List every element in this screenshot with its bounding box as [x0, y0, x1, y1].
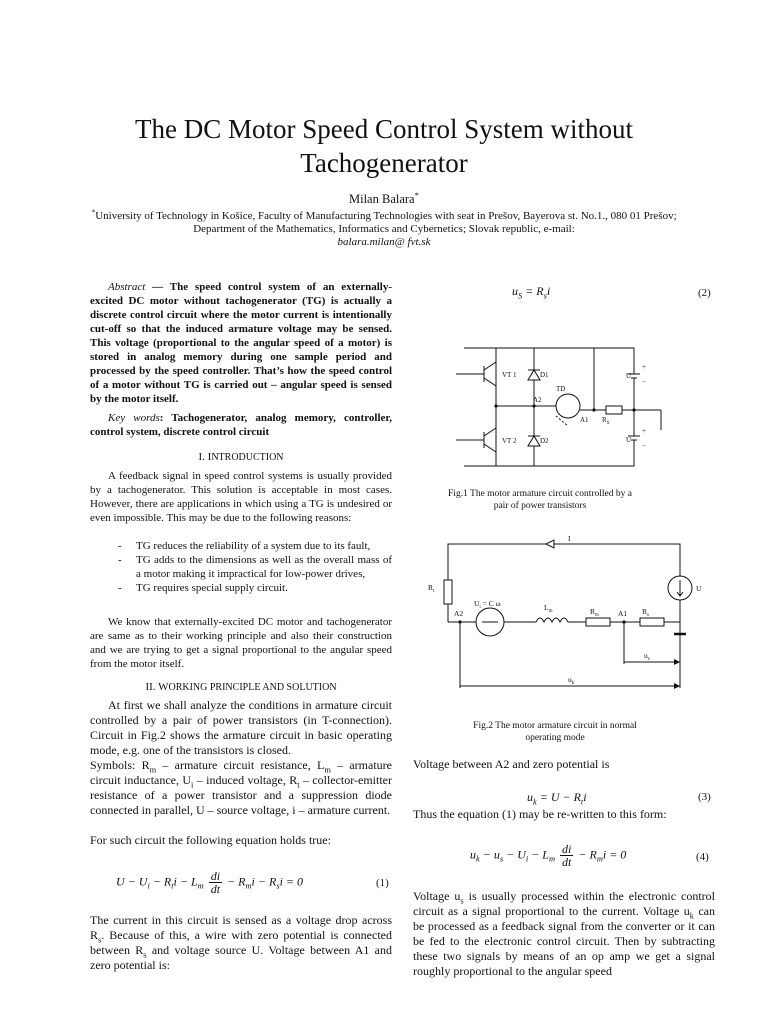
eq-part: i: [583, 790, 587, 804]
equation-4-label: (4): [696, 851, 709, 863]
eq-sub: t: [580, 797, 584, 807]
fig2-label-uk: [568, 675, 575, 686]
fraction-denominator: dt: [210, 882, 221, 896]
section-title-rest: NTRODUCTION: [211, 452, 284, 463]
eq-part: i − L: [173, 874, 198, 889]
list-item: - TG adds to the dimensions as well as the overall mass of a motor making it impractical for low-power drives,: [90, 553, 392, 581]
fraction-numerator: di: [562, 842, 572, 856]
eq-sub: m: [596, 854, 603, 864]
author-email: balara.milan@ fvt.sk: [337, 236, 431, 248]
affiliation: [80, 207, 688, 249]
fig2-label-rm: [590, 607, 599, 618]
fig2-lm-letter: L: [544, 603, 549, 612]
eq-sub: S: [518, 291, 523, 301]
list-item: - TG reduces the reliability of a system due to its fault,: [90, 539, 392, 553]
paper-title: The DC Motor Speed Control System without Tachogenerator: [135, 114, 633, 178]
section-title-first: W: [158, 681, 169, 693]
eq-sub: m: [197, 881, 204, 891]
fraction-numerator: di: [210, 869, 221, 883]
fig2-ui-eq: = C ω: [480, 599, 501, 608]
fig2-label-u: U: [696, 584, 702, 593]
intro-paragraph-1: A feedback signal in speed control systems is usually provided by a tachogenerator. This solution is acceptable in most cases. However, there are applications in which using a TG is undesired or even impossible. This may be due to the following reasons:: [90, 470, 392, 524]
fig2-label-rt: [428, 583, 435, 594]
fig2-rt-letter: R: [428, 583, 434, 592]
abstract: [90, 280, 392, 406]
fig2-label-lm: [544, 603, 553, 614]
fig2-rm-sub: m: [595, 613, 599, 618]
fig2-label-us: [644, 651, 650, 662]
author-name: Milan Balara: [349, 192, 415, 206]
equation-1-label: (1): [376, 877, 389, 889]
fraction: [560, 843, 573, 868]
fig1-rs-letter: R: [602, 416, 607, 424]
keywords: [90, 411, 392, 439]
fig2-label-i: I: [568, 534, 571, 543]
abstract-dash: —: [145, 281, 170, 293]
equation-4: [470, 843, 626, 868]
fig2-ui-letter: U: [474, 599, 480, 608]
para-text: is usually processed within the electronic control circuit as a signal proportional to the current. Voltage u: [413, 889, 715, 918]
eq-part: u: [470, 847, 476, 862]
fig1-label-vt1: VT 1: [502, 371, 517, 379]
rewrite-text: Thus the equation (1) may be re-written to this form:: [413, 807, 667, 821]
fig2-rt-sub: t: [433, 589, 435, 594]
equation-2: [512, 284, 550, 299]
figure-2-circuit: [424, 532, 714, 694]
fig1-label-u-top: U: [626, 372, 632, 380]
final-paragraph: [413, 889, 715, 979]
abstract-lead: Abstract: [108, 281, 146, 293]
fig1-plus-top: +: [642, 363, 646, 371]
symbols-paragraph: [90, 758, 392, 818]
eq-part: u: [512, 284, 518, 298]
eq-sub: i: [147, 881, 150, 891]
fig2-us-letter: u: [644, 651, 648, 660]
eq-part: − R: [578, 847, 597, 862]
fig1-rs-sub: S: [606, 421, 610, 426]
fig1-label-td: TD: [556, 385, 566, 393]
fig2-uk-letter: u: [568, 675, 572, 684]
keywords-lead: Key words: [108, 412, 160, 424]
fig2-us-sub: s: [647, 657, 650, 662]
fig1-label-a2: A2: [533, 396, 542, 404]
symbols-text: – armature circuit inductance, U: [90, 758, 392, 787]
abstract-text: The speed control system of an externally-excited DC motor without tachogenerator (TG) is actually a discrete control circuit where the motor current is intentionally cut-off so that the induced armature voltage may be sensed. This voltage (proportional to the angular speed of a motor) is stored in analog memory during one sample period and processed by the speed controller. That’s how the speed control of a motor without TG is carried out – angular speed is sensed by the motor itself.: [90, 281, 392, 405]
eq-sub: k: [533, 797, 537, 807]
para-text: . Because of this, a wire with zero potential is connected between R: [90, 928, 392, 957]
eq-part: = R: [522, 284, 544, 298]
para-sub: s: [143, 950, 147, 960]
eq-sub: m: [245, 881, 252, 891]
eq-sub: s: [543, 291, 547, 301]
author-mark: *: [414, 189, 419, 200]
section-title-first: I: [207, 451, 212, 463]
fig2-rs-letter: R: [642, 607, 648, 616]
keywords-text: Tachogenerator, analog memory, controller, control system, discrete control circuit: [90, 412, 393, 438]
section-heading-working-principle: [90, 680, 392, 695]
eq-sub: t: [171, 881, 174, 891]
section-heading-introduction: [90, 450, 392, 465]
section-number: I.: [198, 451, 208, 463]
eq-part: i = 0: [279, 874, 304, 889]
fig1-label-d1: D1: [540, 371, 549, 379]
equation-intro: For such circuit the following equation holds true:: [90, 833, 331, 847]
fig2-uk-sub: k: [571, 681, 575, 686]
para-text: can be processed as a feedback signal from the converter or it can be fed to the electronic control circuit. Then by subtracting these two signals by means of an op amp we get a signal roughly proportional to the angular speed: [413, 904, 716, 978]
fig1-label-rs: [602, 416, 610, 426]
symbols-sub: m: [324, 765, 331, 775]
eq-part: i: [546, 284, 551, 298]
fig1-label-d2: D2: [540, 437, 549, 445]
eq-part: − R: [149, 874, 172, 889]
affiliation-mark: *: [91, 207, 96, 217]
voltage-a2-text: Voltage between A2 and zero potential is: [413, 757, 610, 771]
eq-part: U − U: [116, 874, 148, 889]
eq-part: i = 0: [602, 847, 627, 862]
fig1-minus-top: −: [642, 378, 646, 386]
para-sub: s: [98, 935, 102, 945]
figure-1-caption: Fig.1 The motor armature circuit controlled by a pair of power transistors: [448, 489, 632, 511]
eq-part: − u: [479, 847, 500, 862]
eq-sub: m: [548, 854, 556, 864]
symbols-text: – induced voltage, R: [193, 773, 298, 787]
eq-part: u: [527, 790, 533, 804]
equation-2-label: (2): [698, 287, 711, 299]
fig2-ui-sub: i: [479, 605, 481, 610]
para-sub: s: [460, 896, 464, 906]
working-paragraph-4: [90, 913, 392, 973]
para-sub: k: [689, 911, 694, 921]
eq-part: − L: [528, 847, 549, 862]
eq-part: − U: [503, 847, 526, 862]
eq-part: i − R: [251, 874, 277, 889]
fig1-plus-bottom: +: [642, 427, 646, 435]
symbols-sub: t: [297, 780, 300, 790]
fraction: [209, 870, 222, 895]
keywords-colon: :: [159, 412, 172, 424]
fig2-label-a1: A1: [618, 609, 628, 618]
figure-1-circuit: [456, 340, 666, 474]
fig1-label-vt2: VT 2: [502, 437, 517, 445]
fig1-label-u-bottom: U: [626, 436, 632, 444]
figure-2-caption: Fig.2 The motor armature circuit in normal operating mode: [473, 721, 637, 743]
fig2-rm-letter: R: [590, 607, 596, 616]
section-number: II.: [145, 681, 159, 693]
eq-sub: i: [525, 854, 529, 864]
symbols-text: – armature circuit resistance, L: [156, 758, 325, 772]
equation-3-label: (3): [698, 791, 711, 803]
symbols-text: Symbols: R: [90, 758, 150, 772]
equation-1: [116, 870, 303, 895]
symbols-text: – collector-emitter resistance of a power transistor and a suppression diode connected in parallel, U – source voltage, i – armature current.: [90, 773, 393, 817]
fig2-label-a2: A2: [454, 609, 464, 618]
fraction-denominator: dt: [562, 855, 572, 869]
eq-sub: s: [499, 854, 504, 864]
para-text: and voltage source U. Voltage between A1 and zero potential is:: [90, 943, 393, 972]
equation-3: [527, 790, 587, 805]
intro-paragraph-2: We know that externally-excited DC motor and tachogenerator are same as to their working principle and also their construction and we are trying to get a signal proportional to the angular speed from the motor itself.: [90, 616, 392, 670]
para-text: The current in this circuit is sensed as a voltage drop across R: [90, 913, 392, 942]
eq-part: − R: [227, 874, 246, 889]
symbols-sub: i: [191, 780, 194, 790]
affiliation-text: University of Technology in Košice, Faculty of Manufacturing Technologies with seat in Prešov, Bayerova st. No.1., 080 01 Prešov; Department of the Mathematics, Informatics and Cybernetics; Slovak republic, e-mail:: [95, 210, 677, 235]
list-item: - TG requires special supply circuit.: [90, 581, 392, 595]
eq-part: = U − R: [536, 790, 581, 804]
para-text: Voltage u: [413, 889, 461, 903]
eq-sub: k: [476, 854, 480, 864]
fig2-lm-sub: m: [548, 609, 553, 614]
working-paragraph-1: At first we shall analyze the conditions in armature circuit controlled by a pair of power transistors (in T-connection). Circuit in Fig.2 shows the armature circuit in basic operating mode, e.g. one of the transistors is closed.: [90, 698, 392, 757]
reasons-list: [90, 539, 392, 595]
fig1-minus-bottom: −: [642, 442, 646, 450]
eq-sub: s: [276, 881, 280, 891]
symbols-sub: m: [149, 765, 157, 775]
fig1-label-a1: A1: [580, 416, 589, 424]
fig2-rs-sub: s: [647, 613, 649, 618]
section-title-rest: ORKING PRINCIPLE AND SOLUTION: [168, 682, 337, 693]
author-line: [0, 189, 768, 207]
fig2-label-rs: [642, 607, 649, 618]
